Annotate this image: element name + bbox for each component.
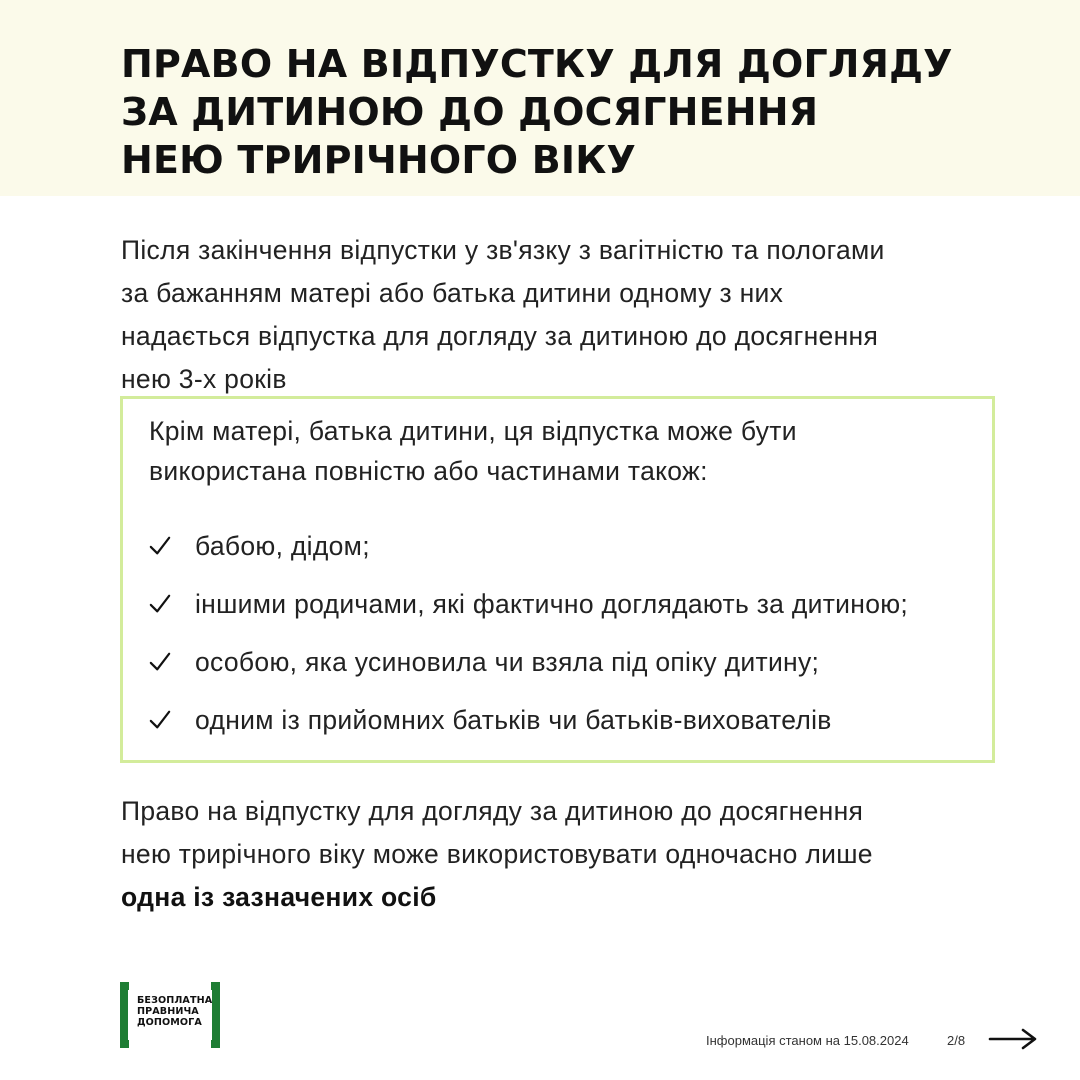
list-item bbox=[149, 575, 908, 633]
intro-line: за бажанням матері або батька дитини одному з них bbox=[121, 278, 784, 308]
logo-bracket-left bbox=[120, 982, 129, 1048]
page-title bbox=[121, 40, 1021, 184]
intro-line: нею 3-х років bbox=[121, 364, 287, 394]
logo-line: ПРАВНИЧА bbox=[137, 1006, 199, 1017]
eligible-persons-list bbox=[149, 517, 908, 749]
callout-box bbox=[120, 396, 995, 763]
checkmark-icon bbox=[149, 651, 171, 673]
header-band bbox=[0, 0, 1080, 196]
closing-emphasis: одна із зазначених осіб bbox=[121, 882, 437, 912]
closing-line: нею трирічного віку може використовувати одночасно лише bbox=[121, 839, 873, 869]
title-line: ЗА ДИТИНОЮ ДО ДОСЯГНЕННЯ bbox=[121, 90, 819, 134]
list-item-text: особою, яка усиновила чи взяла під опіку дитину; bbox=[195, 646, 820, 677]
checkmark-icon bbox=[149, 709, 171, 731]
legal-aid-logo bbox=[120, 982, 220, 1048]
logo-bracket-right bbox=[211, 982, 220, 1048]
logo-text bbox=[137, 995, 212, 1028]
intro-line: Після закінчення відпустки у зв'язку з вагітністю та пологами bbox=[121, 235, 885, 265]
closing-paragraph bbox=[121, 790, 1001, 919]
callout-lead-line: використана повністю або частинами також: bbox=[149, 456, 708, 486]
page-counter: 2/8 bbox=[947, 1033, 966, 1048]
callout-lead bbox=[149, 411, 797, 491]
checkmark-icon bbox=[149, 535, 171, 557]
intro-paragraph bbox=[121, 229, 1001, 401]
list-item-text: бабою, дідом; bbox=[195, 530, 370, 561]
logo-line: БЕЗОПЛАТНА bbox=[137, 995, 213, 1006]
closing-line: Право на відпустку для догляду за дитиною до досягнення bbox=[121, 796, 864, 826]
info-date-note: Інформація станом на 15.08.2024 bbox=[706, 1033, 909, 1048]
list-item-text: одним із прийомних батьків чи батьків-вихователів bbox=[195, 704, 832, 735]
list-item bbox=[149, 633, 908, 691]
arrow-right-icon[interactable] bbox=[988, 1028, 1038, 1050]
list-item-text: іншими родичами, які фактично доглядають за дитиною; bbox=[195, 588, 909, 619]
title-line: ПРАВО НА ВІДПУСТКУ ДЛЯ ДОГЛЯДУ bbox=[121, 42, 953, 86]
title-line: НЕЮ ТРИРІЧНОГО ВІКУ bbox=[121, 138, 636, 182]
checkmark-icon bbox=[149, 593, 171, 615]
logo-line: ДОПОМОГА bbox=[137, 1017, 202, 1028]
callout-lead-line: Крім матері, батька дитини, ця відпустка може бути bbox=[149, 416, 797, 446]
list-item bbox=[149, 691, 908, 749]
intro-line: надається відпустка для догляду за дитиною до досягнення bbox=[121, 321, 879, 351]
list-item bbox=[149, 517, 908, 575]
